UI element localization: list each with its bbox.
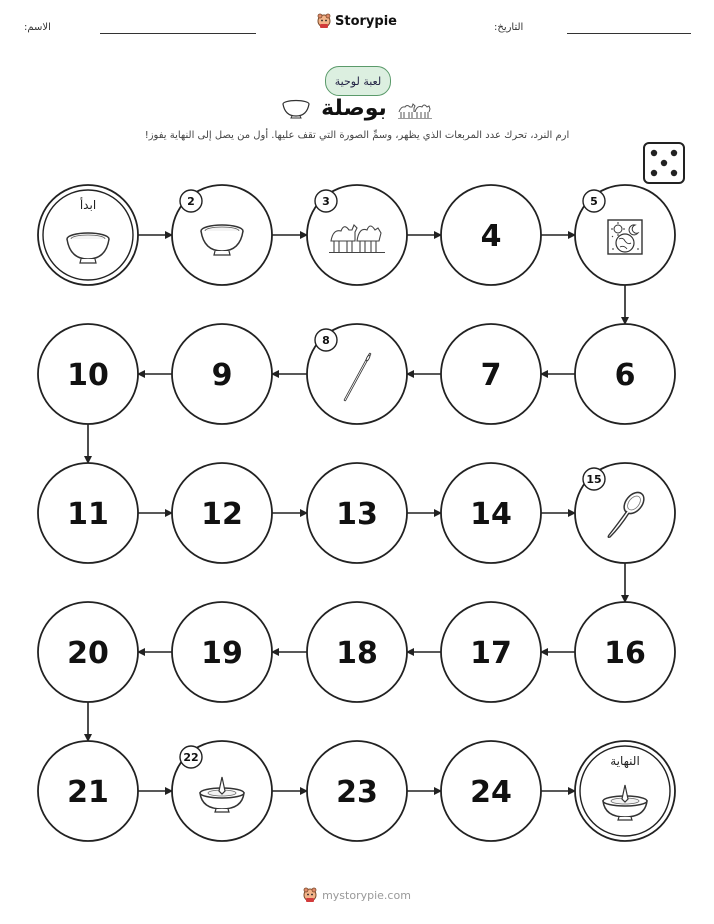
- board-cell: [307, 324, 407, 424]
- cell-number-badge: 8: [322, 334, 330, 347]
- page-title: بوصلة: [321, 96, 387, 121]
- board-cell: [172, 324, 272, 424]
- cell-number-badge: 3: [322, 195, 330, 208]
- board-cell: [172, 602, 272, 702]
- board-cell: [575, 602, 675, 702]
- cell-number-badge: 5: [590, 195, 598, 208]
- cell-number: 4: [480, 219, 502, 254]
- storypie-logo-icon: [303, 887, 317, 903]
- board-cell: [307, 602, 407, 702]
- cell-number-badge: 2: [187, 195, 195, 208]
- board-cell: [172, 185, 272, 285]
- board-cell: [38, 602, 138, 702]
- board-cell: [307, 185, 407, 285]
- cell-number: 9: [211, 358, 233, 393]
- date-label: التاريخ:: [494, 22, 524, 33]
- cell-number: 7: [480, 358, 502, 393]
- cell-number: 16: [604, 636, 646, 671]
- board-cell: [441, 185, 541, 285]
- cell-number-badge: 22: [183, 751, 199, 764]
- game-type-badge: لعبة لوحية: [325, 66, 391, 96]
- cell-number: 23: [336, 775, 378, 810]
- cell-number: 10: [67, 358, 109, 393]
- cell-number: 6: [614, 358, 636, 393]
- footer: [0, 887, 714, 903]
- board-cell: [38, 463, 138, 563]
- board-cell: [38, 741, 138, 841]
- instructions: ارم النرد، تحرك عدد المربعات الذي يظهر، وسمِّ الصورة التي تقف عليها. أول من يصل إلى النهاية يفوز!: [144, 130, 570, 141]
- board-cell: [38, 324, 138, 424]
- board-cell-start: [38, 185, 138, 285]
- cell-number: 18: [336, 636, 378, 671]
- brand-name: Storypie: [335, 13, 397, 29]
- cell-number: 11: [67, 497, 109, 532]
- board-cell: [441, 741, 541, 841]
- cell-number: 20: [67, 636, 109, 671]
- cell-number: 12: [201, 497, 243, 532]
- cell-number: 14: [470, 497, 512, 532]
- board-cell-finish: [575, 741, 675, 841]
- board-cell: [575, 185, 675, 285]
- board-cell: [172, 741, 272, 841]
- cell-number: 17: [470, 636, 512, 671]
- cell-number: 13: [336, 497, 378, 532]
- start-label: ابدأ: [79, 198, 97, 212]
- cell-number: 21: [67, 775, 109, 810]
- board-cell: [307, 463, 407, 563]
- name-label: الاسم:: [24, 22, 51, 33]
- finish-label: النهاية: [610, 754, 640, 768]
- board-cell: [172, 463, 272, 563]
- board-cell: [441, 324, 541, 424]
- cell-number-badge: 15: [586, 473, 602, 486]
- globe-icon: [608, 220, 642, 254]
- footer-url: mystorypie.com: [322, 888, 411, 902]
- board-cell: [441, 463, 541, 563]
- dice-five-icon: [644, 143, 684, 183]
- cell-number: 24: [470, 775, 512, 810]
- board-cell: [307, 741, 407, 841]
- cell-number: 19: [201, 636, 243, 671]
- board-cell: [575, 324, 675, 424]
- board-cell: [575, 463, 675, 563]
- board-cell: [441, 602, 541, 702]
